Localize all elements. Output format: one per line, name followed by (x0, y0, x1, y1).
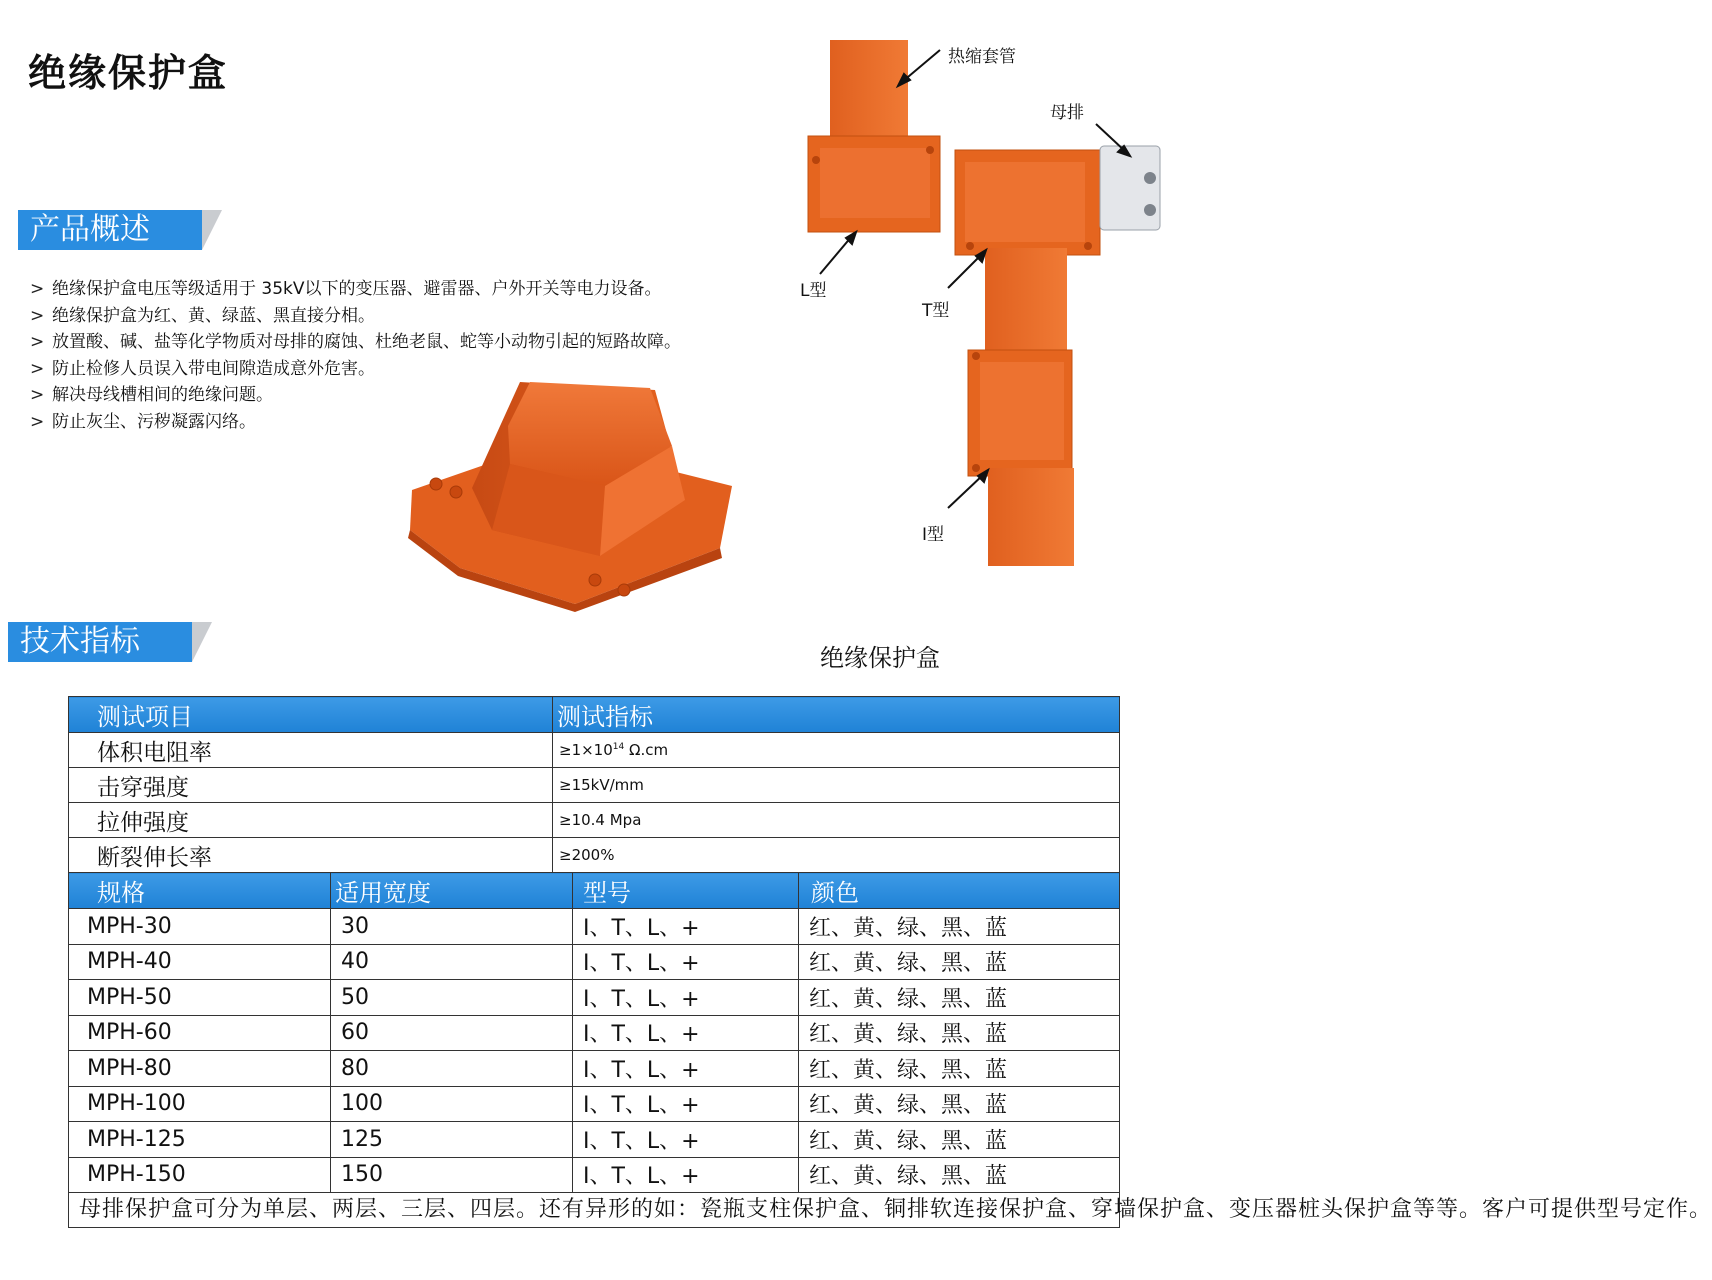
section-header-tail (202, 210, 222, 250)
chevron-right-icon: > (30, 411, 45, 432)
table-row: MPH-30 30 I、T、L、+ 红、黄、绿、黑、蓝 (69, 909, 1120, 945)
header-type: 型号 (573, 873, 799, 909)
chevron-right-icon: > (30, 385, 45, 405)
table-header-row (69, 873, 1120, 909)
header-test-item: 测试项目 (69, 697, 553, 733)
label-t-type: T型 (922, 301, 950, 321)
table-row: MPH-100 100 I、T、L、+ 红、黄、绿、黑、蓝 (69, 1086, 1120, 1122)
table-note: 母排保护盒可分为单层、两层、三层、四层。还有异形的如：瓷瓶支柱保护盒、铜排软连接保护盒、穿墙保护盒、变压器桩头保护盒等等。客户可提供型号定作。 (69, 1193, 1120, 1228)
feature-item: > 防止检修人员误入带电间隙造成意外危害。 (30, 356, 681, 383)
section-title-tech: 技术指标 (8, 622, 192, 662)
table-note-row (69, 1193, 1120, 1228)
section-header-tech (8, 622, 216, 662)
header-test-index: 测试指标 (553, 697, 1120, 733)
table-row: 断裂伸长率 ≥200% (69, 838, 1120, 873)
busbar-assembly-diagram (800, 38, 1180, 573)
table-row: 拉伸强度 ≥10.4 Mpa (69, 803, 1120, 838)
table-row: MPH-40 40 I、T、L、+ 红、黄、绿、黑、蓝 (69, 944, 1120, 980)
header-color: 颜色 (799, 873, 1120, 909)
page-title: 绝缘保护盒 (28, 51, 229, 95)
table-header-row (69, 697, 1120, 733)
header-width: 适用宽度 (331, 873, 573, 909)
feature-item: > 防止灰尘、污秽凝露闪络。 (30, 409, 681, 436)
table-row: 击穿强度 ≥15kV/mm (69, 768, 1120, 803)
section-title-overview: 产品概述 (18, 210, 202, 250)
section-header-overview (18, 210, 226, 250)
table-row: MPH-80 80 I、T、L、+ 红、黄、绿、黑、蓝 (69, 1051, 1120, 1087)
feature-item: > 解决母线槽相间的绝缘问题。 (30, 382, 681, 409)
header-model: 规格 (69, 873, 331, 909)
feature-item: > 绝缘保护盒电压等级适用于 35kV以下的变压器、避雷器、户外开关等电力设备。 (30, 276, 681, 303)
table-row: 体积电阻率 $\ge 1\times 10^{14}$ Ω.cm (69, 733, 1120, 768)
chevron-right-icon: > (30, 358, 45, 379)
label-l-type: L型 (800, 281, 827, 301)
label-busbar: 母排 (1050, 103, 1084, 123)
chevron-right-icon: > (30, 305, 45, 326)
table-row: MPH-60 60 I、T、L、+ 红、黄、绿、黑、蓝 (69, 1015, 1120, 1051)
spec-table (68, 696, 1712, 1228)
table-row: MPH-50 50 I、T、L、+ 红、黄、绿、黑、蓝 (69, 980, 1120, 1016)
section-header-tail (192, 622, 212, 662)
feature-item: > 绝缘保护盒为红、黄、绿蓝、黑直接分相。 (30, 303, 681, 330)
figure-caption: 绝缘保护盒 (820, 644, 940, 672)
product-photo (400, 368, 745, 613)
chevron-right-icon: > (30, 332, 45, 352)
chevron-right-icon: > (30, 279, 45, 299)
table-row: MPH-150 150 I、T、L、+ 红、黄、绿、黑、蓝 (69, 1157, 1120, 1193)
label-i-type: I型 (922, 525, 945, 545)
feature-item: > 放置酸、碱、盐等化学物质对母排的腐蚀、杜绝老鼠、蛇等小动物引起的短路故障。 (30, 329, 681, 356)
table-row: MPH-125 125 I、T、L、+ 红、黄、绿、黑、蓝 (69, 1122, 1120, 1158)
label-heat-shrink-sleeve: 热缩套管 (948, 47, 1016, 67)
